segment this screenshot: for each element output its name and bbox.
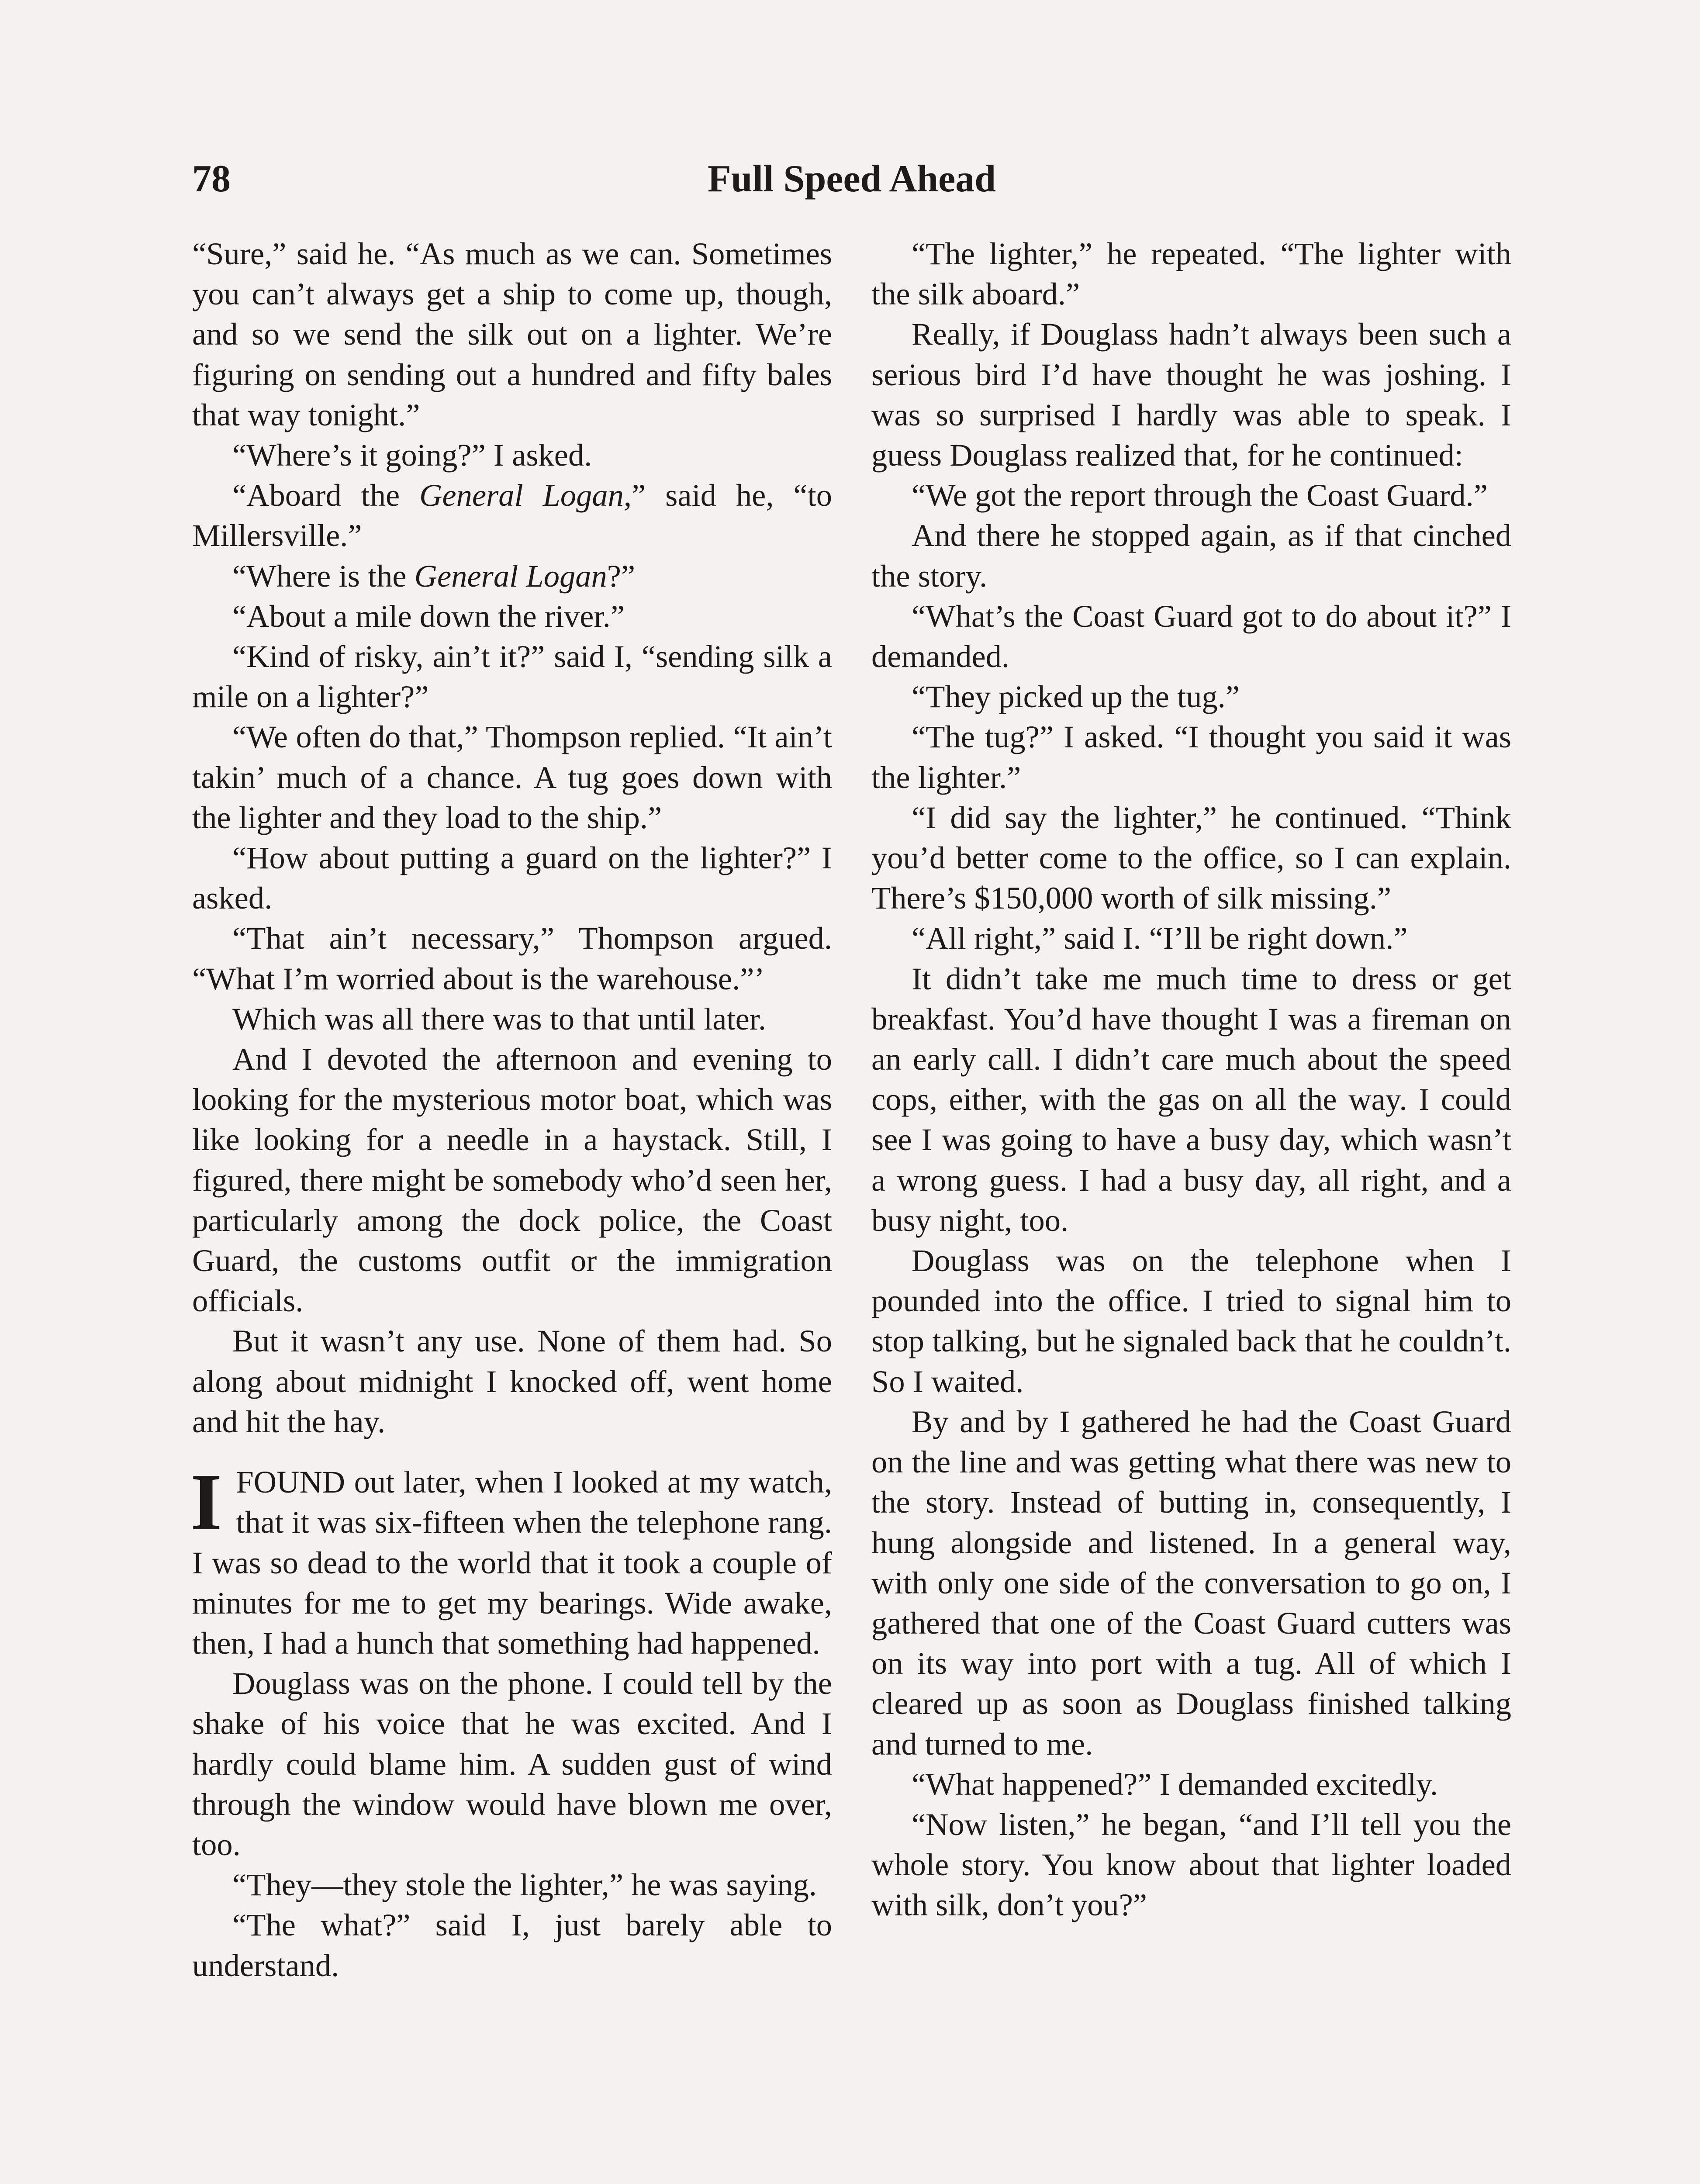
paragraph: “What’s the Coast Guard got to do about it?” I demanded. [871, 598, 1511, 674]
paragraph: “About a mile down the river.” [232, 598, 625, 634]
paragraph: “What happened?” I demanded excitedly. [912, 1766, 1438, 1802]
paragraph: Really, if Douglass hadn’t always been such a serious bird I’d have thought he was joshing. I was so surprised I hardly was able to speak. I guess Douglass realized that, for he continued: [871, 316, 1511, 473]
paragraph: “The lighter,” he repeated. “The lighter with the silk aboard.” [871, 236, 1511, 312]
paragraph: Douglass was on the telephone when I pounded into the office. I tried to signal him to stop talking, but he signaled back that he couldn’t. So I waited. [871, 1243, 1511, 1399]
paragraph: “Sure,” said he. “As much as we can. Sometimes you can’t always get a ship to come up, though, and so we send the silk out on a lighter. We’re figuring on sending out a hundred and fifty bales that way tonight.” [192, 236, 832, 432]
paragraph: But it wasn’t any use. None of them had. So along about midnight I knocked off, went home and hit the hay. [192, 1323, 832, 1439]
paragraph: “The tug?” I asked. “I thought you said it was the lighter.” [871, 719, 1511, 795]
paragraph: “Kind of risky, ain’t it?” said I, “sending silk a mile on a lighter?” [192, 639, 832, 715]
paragraph: And I devoted the afternoon and evening to looking for the mysterious motor boat, which was like looking for a needle in a haystack. Still, I figured, there might be somebody who’d seen her, particularly among the dock police, the Coast Guard, the customs outfit or the immigration officials. [192, 1041, 832, 1319]
ship-name: General Logan [414, 558, 607, 594]
section-opening-text: FOUND out later, when I looked at my watch, that it was six-fifteen when the telephone rang. I was so dead to the world that it took a couple of minutes for me to get my bearings. Wide awake, then, I had a hunch that something had happened. [192, 1464, 832, 1661]
running-title: Full Speed Ahead [707, 158, 996, 200]
page-number: 78 [192, 158, 231, 200]
page-header [192, 149, 1511, 210]
right-column [871, 234, 1511, 1925]
paragraph: By and by I gathered he had the Coast Guard on the line and was getting what there was new to the story. Instead of butting in, consequently, I hung alongside and listened. In a general way, with only one side of the conversation to go on, I gathered that one of the Coast Guard cutters was on its way into port with a tug. All of which I cleared up as soon as Douglass finished talking and turned to me. [871, 1403, 1511, 1762]
paragraph: “They—they stole the lighter,” he was saying. [232, 1867, 817, 1903]
paragraph: “Aboard the General Logan,” said he, “to Millersville.” [192, 477, 832, 553]
paragraph: “All right,” said I. “I’ll be right down.” [912, 920, 1408, 956]
section-opening-paragraph [190, 1457, 832, 1663]
left-column [192, 234, 832, 1986]
paragraph: “How about putting a guard on the lighter?” I asked. [192, 840, 832, 916]
paragraph: Which was all there was to that until later. [232, 1001, 767, 1037]
paragraph: Douglass was on the phone. I could tell by the shake of his voice that he was excited. And I hardly could blame him. A sudden gust of wind through the window would have blown me over, too. [192, 1666, 832, 1862]
paragraph: “We got the report through the Coast Guard.” [912, 477, 1488, 513]
paragraph: And there he stopped again, as if that cinched the story. [871, 518, 1511, 594]
paragraph: “We often do that,” Thompson replied. “It ain’t takin’ much of a chance. A tug goes down with the lighter and they load to the ship.” [192, 719, 832, 835]
drop-cap: I [190, 1457, 222, 1548]
paragraph: It didn’t take me much time to dress or get breakfast. You’d have thought I was a fireman on an early call. I didn’t care much about the speed cops, either, with the gas on all the way. I could see I was going to have a busy day, which wasn’t a wrong guess. I had a busy day, all right, and a busy night, too. [871, 961, 1511, 1238]
paragraph: “That ain’t necessary,” Thompson argued. “What I’m worried about is the warehouse.”’ [192, 920, 832, 996]
ship-name: General Logan [419, 477, 624, 513]
paragraph: “I did say the lighter,” he continued. “Think you’d better come to the office, so I can explain. There’s $150,000 worth of silk missing.” [871, 799, 1511, 916]
paragraph: “They picked up the tug.” [912, 679, 1240, 715]
paragraph: “The what?” said I, just barely able to understand. [192, 1907, 832, 1983]
paragraph: “Where is the General Logan?” [232, 558, 636, 594]
paragraph: “Now listen,” he began, “and I’ll tell you the whole story. You know about that lighter loaded with silk, don’t you?” [871, 1806, 1511, 1923]
paragraph: “Where’s it going?” I asked. [232, 437, 592, 473]
